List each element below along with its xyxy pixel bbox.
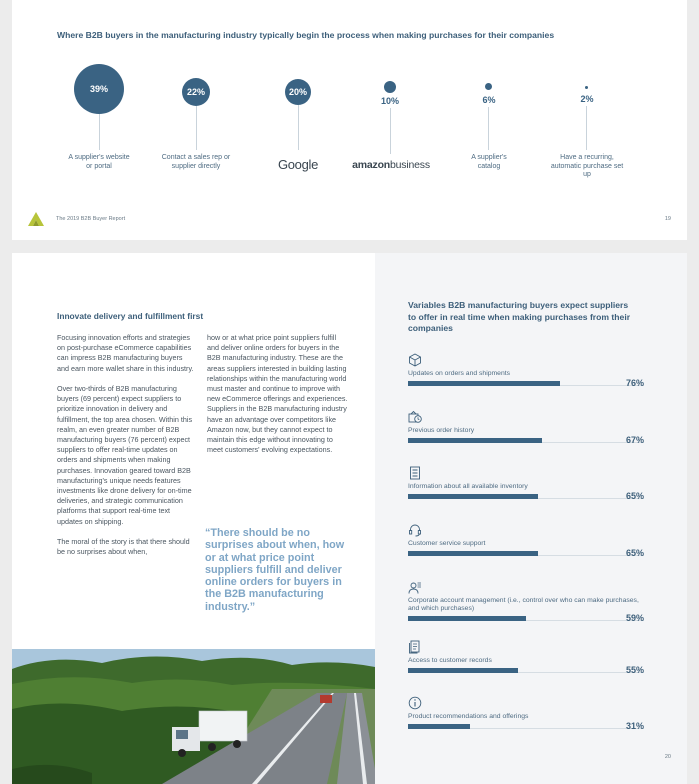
- chart-title: Variables B2B manufacturing buyers expect suppliers to offer in real time when making purchases from their companies: [408, 300, 631, 333]
- chart-value-label: 65%: [625, 548, 644, 558]
- stat-stem: [196, 106, 197, 150]
- stat-stem: [390, 108, 391, 154]
- chart-category-label: Information about all available inventory: [408, 483, 528, 490]
- stat-label: Contact a sales rep or supplier directly: [161, 154, 231, 170]
- stat-value: 39%: [89, 84, 108, 94]
- body-column-left: [57, 333, 195, 568]
- body-paragraph: Over two-thirds of B2B manufacturing buyers (69 percent) expect suppliers to prioritize innovation in delivery and fulfillment, the top area chosen. Within this realm, an even greater number of B2B manufacturing buyers (76 percent) expect suppliers to offer real-time updates on orders and shipments when making purchases. Innovation geared toward B2B manufacturing's unique needs features investments like drone delivery for on-time deliveries, and strategic communication platforms that support real-time text updates on shipping.: [57, 384, 193, 526]
- chart-row: [408, 696, 648, 746]
- stat-bubble: [585, 86, 588, 89]
- page-number: 20: [664, 754, 671, 760]
- stat-value: 22%: [186, 87, 205, 97]
- page-19-title: Where B2B buyers in the manufacturing industry typically begin the process when making purchases for their companies: [57, 30, 555, 40]
- headset-icon: [408, 523, 422, 537]
- stat-value: 6%: [482, 95, 496, 105]
- chart-bar: [408, 494, 538, 499]
- stat-amazon-business: [336, 52, 446, 192]
- stat-stem: [99, 114, 100, 150]
- brand-logo-icon: [28, 212, 44, 226]
- stat-stem: [488, 107, 489, 150]
- package-icon: [408, 353, 422, 367]
- page-19: [12, 0, 687, 240]
- stat-stem: [586, 106, 587, 150]
- stat-value: 20%: [288, 87, 307, 97]
- stat-label: Have a recurring, automatic purchase set up: [550, 154, 624, 178]
- chart-bar: [408, 668, 518, 673]
- stat-value: 2%: [580, 94, 594, 104]
- stat-label: A supplier's website or portal: [68, 154, 130, 170]
- stat-label: A supplier's catalog: [471, 154, 507, 170]
- stat-value: 10%: [380, 96, 399, 106]
- page-number: 19: [664, 216, 671, 222]
- chart-value-label: 55%: [625, 665, 644, 675]
- chart-row: [408, 410, 648, 460]
- highway-truck-photo: [12, 649, 375, 784]
- info-icon: [408, 696, 422, 710]
- body-column-right: [207, 333, 349, 466]
- chart-row: [408, 581, 648, 631]
- stat-catalog: [434, 52, 544, 192]
- chart-bar: [408, 724, 470, 729]
- chart-category-label: Updates on orders and shipments: [408, 370, 511, 377]
- records-icon: [408, 640, 422, 654]
- chart-panel: [375, 253, 687, 784]
- stat-stem: [298, 105, 299, 150]
- chart-row: [408, 640, 648, 690]
- chart-value-label: 76%: [625, 378, 644, 388]
- chart-value-label: 65%: [625, 491, 644, 501]
- stat-sales-rep: [141, 52, 251, 192]
- pull-quote: “There should be no surprises about when, how or at what price point suppliers fulfill and deliver online orders for buyers in the B2B manufacturing industry.”: [205, 527, 345, 613]
- body-paragraph: Focusing innovation efforts and strategies on post-purchase eCommerce capabilities can impress B2B manufacturing buyers and earn more wallet share in this industry.: [57, 333, 194, 373]
- body-paragraph: how or at what price point suppliers fulfill and deliver online orders for buyers in the B2B manufacturing industry. These are the areas suppliers interested in building lasting relationships within the manufacturing world must master and continue to improve with new eCommerce offerings and experiences. Suppliers in the B2B manufacturing industry have an advantage over competitors like Amazon now, but they cannot expect to maintain this edge without innovating to meet customers' evolving expectations.: [207, 333, 348, 455]
- chart-bar: [408, 616, 526, 621]
- stat-recurring: [532, 52, 642, 192]
- business-logo-word: business: [390, 159, 430, 171]
- clock-box-icon: [408, 410, 422, 424]
- chart-row: [408, 523, 648, 573]
- google-logo: Google: [277, 157, 319, 172]
- inventory-list-icon: [408, 466, 422, 480]
- chart-category-label: Customer service support: [408, 540, 486, 547]
- stat-bubble: [74, 64, 124, 114]
- chart-category-label: Previous order history: [408, 427, 475, 434]
- stat-bubble: [182, 78, 210, 106]
- chart-value-label: 31%: [625, 721, 644, 731]
- stat-bubble: [285, 79, 311, 105]
- chart-category-label: Corporate account management (i.e., control over who can make purchases, and which purchases): [408, 597, 639, 612]
- chart-bar: [408, 381, 560, 386]
- stat-website-portal: [44, 52, 154, 192]
- section-heading: Innovate delivery and fulfillment first: [57, 311, 204, 321]
- body-paragraph: The moral of the story is that there should be no surprises about when,: [57, 537, 190, 557]
- chart-row: [408, 466, 648, 516]
- page-20: [12, 253, 687, 784]
- chart-row: [408, 353, 648, 403]
- stat-bubble: [485, 83, 492, 90]
- chart-value-label: 59%: [625, 613, 644, 623]
- amazon-logo-word: amazon: [352, 159, 391, 171]
- amazon-business-logo: [336, 159, 446, 171]
- chart-category-label: Product recommendations and offerings: [408, 713, 529, 720]
- chart-category-label: Access to customer records: [408, 657, 492, 664]
- chart-value-label: 67%: [625, 435, 644, 445]
- report-footer: The 2019 B2B Buyer Report: [56, 216, 126, 222]
- user-account-icon: [408, 581, 422, 595]
- stat-bubble: [384, 81, 396, 93]
- chart-bar: [408, 551, 538, 556]
- chart-bar: [408, 438, 542, 443]
